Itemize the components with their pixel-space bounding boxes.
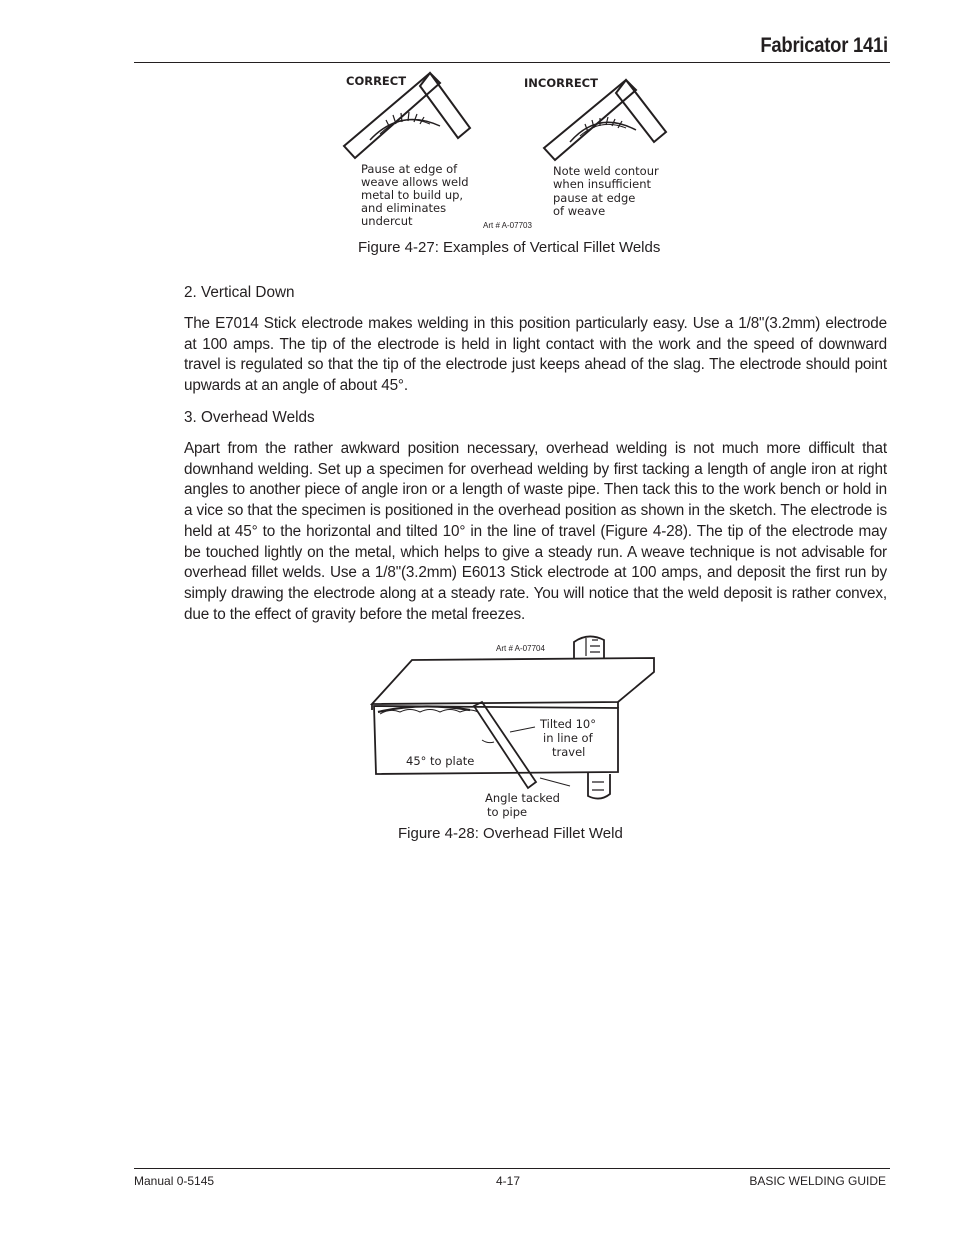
art-number: Art # A-07704 bbox=[496, 644, 545, 653]
tilted-label-line: travel bbox=[552, 745, 586, 759]
list-item-heading: 2. Vertical Down bbox=[184, 284, 295, 301]
correct-note-line: Pause at edge of bbox=[361, 162, 458, 176]
list-item-heading: 3. Overhead Welds bbox=[184, 409, 315, 426]
incorrect-note-line: Note weld contour bbox=[553, 164, 659, 178]
correct-note-line: undercut bbox=[361, 214, 413, 228]
page-header-title: Fabricator 141i bbox=[760, 34, 888, 57]
angle-label: 45° to plate bbox=[406, 754, 475, 768]
weld-specimen-sketch bbox=[372, 636, 654, 798]
footer-manual-number: Manual 0-5145 bbox=[134, 1174, 215, 1188]
tilted-label-line: in line of bbox=[543, 731, 593, 745]
figure-caption: Figure 4-28: Overhead Fillet Weld bbox=[398, 825, 623, 842]
body-paragraph: The E7014 Stick electrode makes welding in this position particularly easy. Use a 1/8"(3.2mm) electrode at 100 amps. The tip of the electrode is held in light contact with the work and the speed of downward travel is regulated so that the tip of the electrode just keeps ahead of the slag. The electrode should point upwards at an angle of about 45°. bbox=[184, 315, 887, 395]
tilted-label-line: Tilted 10° bbox=[540, 717, 596, 731]
footer-guide-title: BASIC WELDING GUIDE bbox=[749, 1174, 886, 1188]
header-rule bbox=[134, 62, 890, 63]
tack-label-line: to pipe bbox=[487, 805, 528, 819]
overhead-fillet-weld-figure bbox=[360, 632, 660, 822]
correct-label: CORRECT bbox=[346, 74, 407, 88]
vertical-fillet-weld-figure bbox=[330, 68, 690, 233]
correct-note-line: weave allows weld bbox=[361, 175, 469, 189]
footer-rule bbox=[134, 1168, 890, 1169]
figure-caption: Figure 4-27: Examples of Vertical Fillet Welds bbox=[358, 239, 661, 256]
correct-note-line: metal to build up, bbox=[361, 188, 464, 202]
incorrect-note-line: when insufficient bbox=[553, 177, 651, 191]
incorrect-weld-sketch bbox=[544, 80, 666, 160]
tack-label-line: Angle tacked bbox=[485, 791, 560, 805]
incorrect-note-line: of weave bbox=[553, 204, 606, 218]
correct-note-line: and eliminates bbox=[361, 201, 447, 215]
incorrect-note-line: pause at edge bbox=[553, 191, 636, 205]
body-paragraph: Apart from the rather awkward position necessary, overhead welding is not much more difficult that downhand welding. Set up a specimen for overhead welding by first tacking a length of angle iron at right angles to another piece of angle iron or a length of waste pipe. Then tack this to the work bench or hold in a vice so that the specimen is positioned in the overhead position as shown in the sketch. The electrode is held at 45° to the horizontal and tilted 10° in the line of travel (Figure 4-28). The tip of the electrode may be touched lightly on the metal, which helps to give a steady run. A weave technique is not advisable for overhead fillet welds. Use a 1/8"(3.2mm) E6013 Stick electrode at 100 amps, and deposit the first run by simply drawing the electrode along at a steady rate. You will notice that the weld deposit is rather convex, due to the effect of gravity before the metal freezes. bbox=[184, 440, 887, 623]
footer-page-number: 4-17 bbox=[496, 1174, 521, 1188]
art-number: Art # A-07703 bbox=[483, 221, 532, 230]
incorrect-label: INCORRECT bbox=[524, 76, 598, 90]
